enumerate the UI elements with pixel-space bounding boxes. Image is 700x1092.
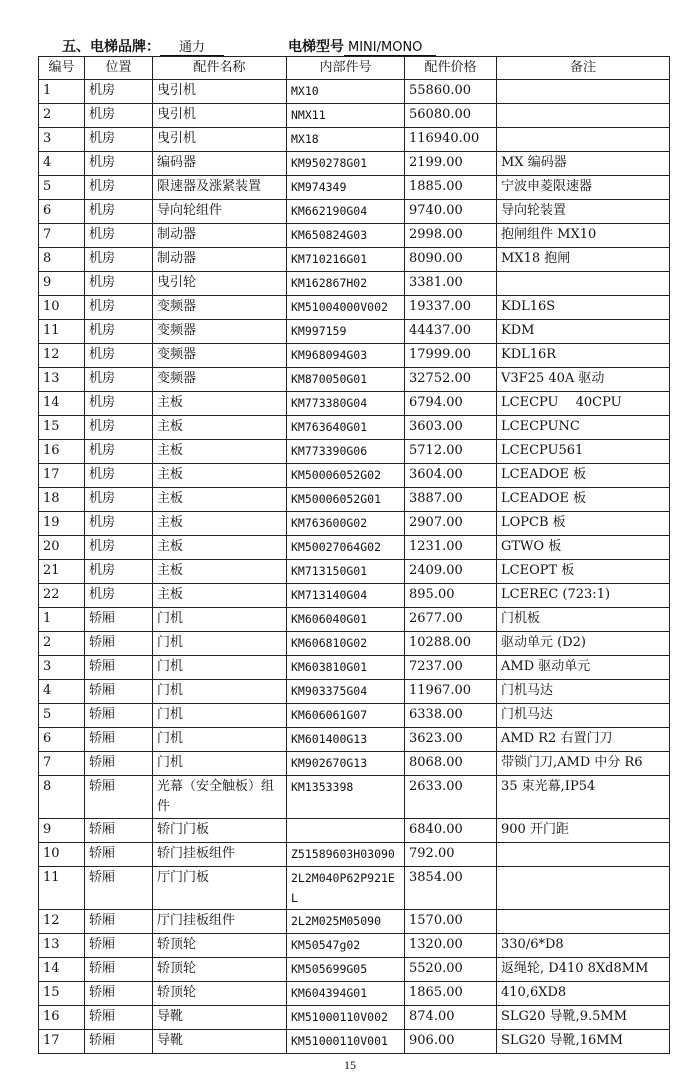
cell-price: 32752.00 — [405, 368, 497, 392]
cell-part-code: KM773380G04 — [287, 392, 405, 416]
cell-number: 14 — [39, 958, 85, 982]
cell-location: 机房 — [85, 320, 153, 344]
table-row — [39, 392, 670, 416]
cell-number: 14 — [39, 392, 85, 416]
table-row — [39, 728, 670, 752]
cell-location: 机房 — [85, 416, 153, 440]
cell-location: 轿厢 — [85, 843, 153, 867]
cell-remarks — [497, 867, 670, 910]
cell-part-code: KM713150G01 — [287, 560, 405, 584]
cell-remarks: SLG20 导靴,9.5MM — [497, 1006, 670, 1030]
cell-remarks: 330/6*D8 — [497, 934, 670, 958]
table-row — [39, 819, 670, 843]
cell-part-name: 门机 — [153, 632, 287, 656]
table-row — [39, 867, 670, 910]
cell-price: 9740.00 — [405, 200, 497, 224]
cell-location: 轿厢 — [85, 1006, 153, 1030]
table-row — [39, 982, 670, 1006]
cell-number: 17 — [39, 464, 85, 488]
cell-part-name: 变频器 — [153, 368, 287, 392]
parts-price-table — [38, 56, 670, 1054]
cell-part-name: 导向轮组件 — [153, 200, 287, 224]
cell-location: 机房 — [85, 344, 153, 368]
cell-price: 895.00 — [405, 584, 497, 608]
cell-part-name: 厅门门板 — [153, 867, 287, 910]
cell-part-code: KM974349 — [287, 176, 405, 200]
cell-price: 2998.00 — [405, 224, 497, 248]
cell-number: 16 — [39, 1006, 85, 1030]
cell-price: 2677.00 — [405, 608, 497, 632]
cell-location: 轿厢 — [85, 632, 153, 656]
cell-remarks: LCECPU561 — [497, 440, 670, 464]
cell-remarks: KDL16R — [497, 344, 670, 368]
cell-number: 12 — [39, 344, 85, 368]
cell-price: 1865.00 — [405, 982, 497, 1006]
cell-part-name: 门机 — [153, 656, 287, 680]
table-row — [39, 843, 670, 867]
table-row — [39, 752, 670, 776]
cell-location: 轿厢 — [85, 958, 153, 982]
cell-number: 5 — [39, 704, 85, 728]
cell-part-name: 轿门门板 — [153, 819, 287, 843]
cell-location: 轿厢 — [85, 680, 153, 704]
cell-location: 机房 — [85, 512, 153, 536]
cell-part-name: 曳引机 — [153, 80, 287, 104]
cell-part-name: 门机 — [153, 608, 287, 632]
cell-number: 11 — [39, 320, 85, 344]
cell-price: 6338.00 — [405, 704, 497, 728]
table-row — [39, 320, 670, 344]
cell-part-name: 编码器 — [153, 152, 287, 176]
cell-part-code: NMX11 — [287, 104, 405, 128]
table-row — [39, 104, 670, 128]
table-row — [39, 512, 670, 536]
cell-part-name: 变频器 — [153, 320, 287, 344]
table-row — [39, 344, 670, 368]
cell-price: 6840.00 — [405, 819, 497, 843]
cell-remarks: V3F25 40A 驱动 — [497, 368, 670, 392]
cell-part-name: 变频器 — [153, 296, 287, 320]
table-row — [39, 608, 670, 632]
cell-part-name: 门机 — [153, 752, 287, 776]
cell-location: 机房 — [85, 560, 153, 584]
cell-part-code: KM606810G02 — [287, 632, 405, 656]
table-row — [39, 416, 670, 440]
cell-number: 12 — [39, 910, 85, 934]
cell-part-code: KM50547g02 — [287, 934, 405, 958]
cell-remarks — [497, 910, 670, 934]
cell-part-code: KM606061G07 — [287, 704, 405, 728]
table-row — [39, 680, 670, 704]
table-row — [39, 128, 670, 152]
cell-part-name: 曳引轮 — [153, 272, 287, 296]
cell-remarks: 900 开门距 — [497, 819, 670, 843]
cell-remarks: MX 编码器 — [497, 152, 670, 176]
header-cell-number: 编号 — [39, 57, 85, 80]
cell-price: 5712.00 — [405, 440, 497, 464]
cell-part-name: 主板 — [153, 464, 287, 488]
cell-price: 1320.00 — [405, 934, 497, 958]
cell-remarks: LCEREC (723:1) — [497, 584, 670, 608]
table-header-row — [39, 57, 670, 80]
cell-part-code: KM870050G01 — [287, 368, 405, 392]
table-row — [39, 1030, 670, 1054]
cell-location: 轿厢 — [85, 608, 153, 632]
cell-part-name: 主板 — [153, 416, 287, 440]
cell-price: 55860.00 — [405, 80, 497, 104]
cell-part-name: 限速器及涨紧装置 — [153, 176, 287, 200]
cell-part-name: 主板 — [153, 440, 287, 464]
cell-part-code: 2L2M025M05090 — [287, 910, 405, 934]
cell-number: 13 — [39, 368, 85, 392]
cell-location: 轿厢 — [85, 1030, 153, 1054]
cell-part-code: KM50006052G01 — [287, 488, 405, 512]
cell-part-code: 2L2M040P62P921EL — [287, 867, 405, 910]
cell-part-code: KM950278G01 — [287, 152, 405, 176]
cell-location: 机房 — [85, 464, 153, 488]
cell-location: 轿厢 — [85, 728, 153, 752]
cell-number: 4 — [39, 152, 85, 176]
cell-number: 2 — [39, 632, 85, 656]
cell-remarks — [497, 272, 670, 296]
cell-number: 1 — [39, 608, 85, 632]
table-row — [39, 176, 670, 200]
cell-price: 17999.00 — [405, 344, 497, 368]
cell-price: 3604.00 — [405, 464, 497, 488]
cell-price: 8090.00 — [405, 248, 497, 272]
table-row — [39, 296, 670, 320]
cell-part-code: KM710216G01 — [287, 248, 405, 272]
table-row — [39, 272, 670, 296]
cell-remarks: LCEADOE 板 — [497, 488, 670, 512]
cell-remarks: LCECPUNC — [497, 416, 670, 440]
cell-remarks: LCEADOE 板 — [497, 464, 670, 488]
cell-number: 7 — [39, 752, 85, 776]
cell-location: 轿厢 — [85, 776, 153, 819]
cell-price: 5520.00 — [405, 958, 497, 982]
cell-number: 10 — [39, 843, 85, 867]
cell-part-name: 门机 — [153, 728, 287, 752]
cell-number: 8 — [39, 248, 85, 272]
cell-number: 7 — [39, 224, 85, 248]
cell-remarks: 导向轮装置 — [497, 200, 670, 224]
cell-location: 机房 — [85, 224, 153, 248]
cell-number: 8 — [39, 776, 85, 819]
cell-remarks: 门机马达 — [497, 680, 670, 704]
cell-number: 15 — [39, 416, 85, 440]
cell-location: 轿厢 — [85, 910, 153, 934]
cell-price: 10288.00 — [405, 632, 497, 656]
table-row — [39, 536, 670, 560]
cell-location: 机房 — [85, 392, 153, 416]
cell-part-name: 轿顶轮 — [153, 958, 287, 982]
cell-number: 5 — [39, 176, 85, 200]
cell-remarks: KDL16S — [497, 296, 670, 320]
cell-number: 15 — [39, 982, 85, 1006]
brand-value: 通力 — [160, 40, 224, 56]
cell-part-code: KM604394G01 — [287, 982, 405, 1006]
cell-number: 1 — [39, 80, 85, 104]
cell-remarks: AMD R2 右置门刀 — [497, 728, 670, 752]
cell-location: 机房 — [85, 272, 153, 296]
cell-price: 1231.00 — [405, 536, 497, 560]
cell-part-code: KM968094G03 — [287, 344, 405, 368]
table-row — [39, 440, 670, 464]
cell-location: 轿厢 — [85, 752, 153, 776]
cell-remarks: 门机板 — [497, 608, 670, 632]
cell-part-code: KM763640G01 — [287, 416, 405, 440]
cell-remarks — [497, 128, 670, 152]
cell-price: 2409.00 — [405, 560, 497, 584]
cell-price: 2199.00 — [405, 152, 497, 176]
cell-price: 116940.00 — [405, 128, 497, 152]
table-row — [39, 368, 670, 392]
cell-part-name: 制动器 — [153, 224, 287, 248]
cell-part-code: KM903375G04 — [287, 680, 405, 704]
cell-part-name: 门机 — [153, 680, 287, 704]
table-row — [39, 704, 670, 728]
cell-price: 3887.00 — [405, 488, 497, 512]
cell-number: 2 — [39, 104, 85, 128]
table-row — [39, 152, 670, 176]
cell-part-name: 门机 — [153, 704, 287, 728]
cell-part-code: KM51000110V001 — [287, 1030, 405, 1054]
cell-number: 18 — [39, 488, 85, 512]
cell-part-name: 主板 — [153, 584, 287, 608]
cell-location: 机房 — [85, 80, 153, 104]
cell-price: 8068.00 — [405, 752, 497, 776]
cell-price: 3623.00 — [405, 728, 497, 752]
table-row — [39, 464, 670, 488]
table-row — [39, 80, 670, 104]
header-cell-part-code: 内部件号 — [287, 57, 405, 80]
cell-part-name: 主板 — [153, 536, 287, 560]
cell-remarks: 带锁门刀,AMD 中分 R6 — [497, 752, 670, 776]
cell-location: 机房 — [85, 296, 153, 320]
cell-remarks: GTWO 板 — [497, 536, 670, 560]
cell-price: 2633.00 — [405, 776, 497, 819]
cell-remarks — [497, 843, 670, 867]
cell-remarks: LOPCB 板 — [497, 512, 670, 536]
cell-number: 20 — [39, 536, 85, 560]
table-row — [39, 656, 670, 680]
cell-price: 874.00 — [405, 1006, 497, 1030]
cell-location: 机房 — [85, 584, 153, 608]
header-cell-part-name: 配件名称 — [153, 57, 287, 80]
table-row — [39, 776, 670, 819]
cell-location: 轿厢 — [85, 867, 153, 910]
table-row — [39, 488, 670, 512]
cell-price: 11967.00 — [405, 680, 497, 704]
cell-number: 4 — [39, 680, 85, 704]
cell-number: 3 — [39, 128, 85, 152]
cell-part-name: 轿顶轮 — [153, 982, 287, 1006]
cell-price: 1885.00 — [405, 176, 497, 200]
cell-part-name: 导靴 — [153, 1006, 287, 1030]
cell-number: 22 — [39, 584, 85, 608]
cell-part-name: 轿门挂板组件 — [153, 843, 287, 867]
cell-part-name: 主板 — [153, 392, 287, 416]
cell-location: 机房 — [85, 200, 153, 224]
cell-price: 3603.00 — [405, 416, 497, 440]
cell-location: 轿厢 — [85, 982, 153, 1006]
cell-part-code: KM713140G04 — [287, 584, 405, 608]
cell-number: 3 — [39, 656, 85, 680]
cell-part-code — [287, 819, 405, 843]
cell-number: 9 — [39, 272, 85, 296]
table-row — [39, 910, 670, 934]
cell-price: 7237.00 — [405, 656, 497, 680]
cell-remarks: 驱动单元 (D2) — [497, 632, 670, 656]
table-row — [39, 1006, 670, 1030]
cell-remarks: 返绳轮, D410 8Xd8MM — [497, 958, 670, 982]
cell-number: 17 — [39, 1030, 85, 1054]
cell-part-name: 曳引机 — [153, 104, 287, 128]
cell-price: 906.00 — [405, 1030, 497, 1054]
cell-location: 机房 — [85, 128, 153, 152]
cell-part-name: 光幕（安全触板）组件 — [153, 776, 287, 819]
cell-price: 19337.00 — [405, 296, 497, 320]
cell-remarks: 门机马达 — [497, 704, 670, 728]
header-cell-remarks: 备注 — [497, 57, 670, 80]
cell-location: 机房 — [85, 488, 153, 512]
cell-part-code: KM997159 — [287, 320, 405, 344]
cell-location: 机房 — [85, 152, 153, 176]
cell-remarks: 35 束光幕,IP54 — [497, 776, 670, 819]
cell-part-code: KM601400G13 — [287, 728, 405, 752]
cell-part-code: KM50027064G02 — [287, 536, 405, 560]
cell-location: 机房 — [85, 440, 153, 464]
cell-price: 792.00 — [405, 843, 497, 867]
cell-number: 16 — [39, 440, 85, 464]
table-row — [39, 632, 670, 656]
cell-part-code: KM505699G05 — [287, 958, 405, 982]
cell-remarks: AMD 驱动单元 — [497, 656, 670, 680]
cell-location: 机房 — [85, 248, 153, 272]
cell-part-code: KM162867H02 — [287, 272, 405, 296]
cell-number: 21 — [39, 560, 85, 584]
cell-remarks: MX18 抱闸 — [497, 248, 670, 272]
cell-part-code: MX10 — [287, 80, 405, 104]
cell-part-code: KM50006052G02 — [287, 464, 405, 488]
cell-price: 3381.00 — [405, 272, 497, 296]
table-row — [39, 958, 670, 982]
cell-part-code: KM51000110V002 — [287, 1006, 405, 1030]
cell-part-name: 变频器 — [153, 344, 287, 368]
cell-remarks: 抱闸组件 MX10 — [497, 224, 670, 248]
cell-part-code: KM650824G03 — [287, 224, 405, 248]
model-label: 电梯型号 — [288, 39, 344, 55]
cell-location: 机房 — [85, 104, 153, 128]
cell-part-code: KM603810G01 — [287, 656, 405, 680]
cell-price: 3854.00 — [405, 867, 497, 910]
cell-part-name: 导靴 — [153, 1030, 287, 1054]
section-heading — [62, 36, 436, 56]
cell-part-code: KM606040G01 — [287, 608, 405, 632]
cell-price: 56080.00 — [405, 104, 497, 128]
cell-price: 44437.00 — [405, 320, 497, 344]
cell-part-code: KM773390G06 — [287, 440, 405, 464]
cell-number: 13 — [39, 934, 85, 958]
cell-number: 10 — [39, 296, 85, 320]
page-number: 15 — [344, 1058, 356, 1072]
cell-part-code: KM902670G13 — [287, 752, 405, 776]
cell-part-name: 主板 — [153, 560, 287, 584]
table-row — [39, 560, 670, 584]
table-row — [39, 224, 670, 248]
cell-number: 19 — [39, 512, 85, 536]
cell-remarks — [497, 104, 670, 128]
cell-price: 6794.00 — [405, 392, 497, 416]
cell-part-code: KM1353398 — [287, 776, 405, 819]
cell-part-name: 主板 — [153, 512, 287, 536]
cell-part-code: MX18 — [287, 128, 405, 152]
cell-remarks: LCECPU 40CPU — [497, 392, 670, 416]
table-row — [39, 934, 670, 958]
cell-part-name: 轿顶轮 — [153, 934, 287, 958]
brand-label: 五、电梯品牌： — [62, 39, 160, 55]
cell-location: 机房 — [85, 536, 153, 560]
table-body — [39, 80, 670, 1054]
cell-remarks: 宁波申菱限速器 — [497, 176, 670, 200]
cell-location: 轿厢 — [85, 656, 153, 680]
cell-part-name: 曳引机 — [153, 128, 287, 152]
cell-part-name: 主板 — [153, 488, 287, 512]
model-value: MINI/MONO — [344, 40, 436, 56]
cell-number: 11 — [39, 867, 85, 910]
cell-remarks — [497, 80, 670, 104]
cell-part-code: Z51589603H03090 — [287, 843, 405, 867]
header-cell-location: 位置 — [85, 57, 153, 80]
cell-remarks: KDM — [497, 320, 670, 344]
cell-location: 机房 — [85, 176, 153, 200]
cell-price: 2907.00 — [405, 512, 497, 536]
header-cell-price: 配件价格 — [405, 57, 497, 80]
cell-remarks: 410,6XD8 — [497, 982, 670, 1006]
table-row — [39, 584, 670, 608]
cell-location: 机房 — [85, 368, 153, 392]
cell-location: 轿厢 — [85, 934, 153, 958]
cell-number: 9 — [39, 819, 85, 843]
cell-location: 轿厢 — [85, 704, 153, 728]
cell-part-code: KM51004000V002 — [287, 296, 405, 320]
table-row — [39, 248, 670, 272]
cell-part-code: KM662190G04 — [287, 200, 405, 224]
cell-number: 6 — [39, 200, 85, 224]
table-row — [39, 200, 670, 224]
cell-part-name: 制动器 — [153, 248, 287, 272]
cell-remarks: LCEOPT 板 — [497, 560, 670, 584]
cell-price: 1570.00 — [405, 910, 497, 934]
cell-number: 6 — [39, 728, 85, 752]
cell-remarks: SLG20 导靴,16MM — [497, 1030, 670, 1054]
cell-location: 轿厢 — [85, 819, 153, 843]
cell-part-name: 厅门挂板组件 — [153, 910, 287, 934]
cell-part-code: KM763600G02 — [287, 512, 405, 536]
